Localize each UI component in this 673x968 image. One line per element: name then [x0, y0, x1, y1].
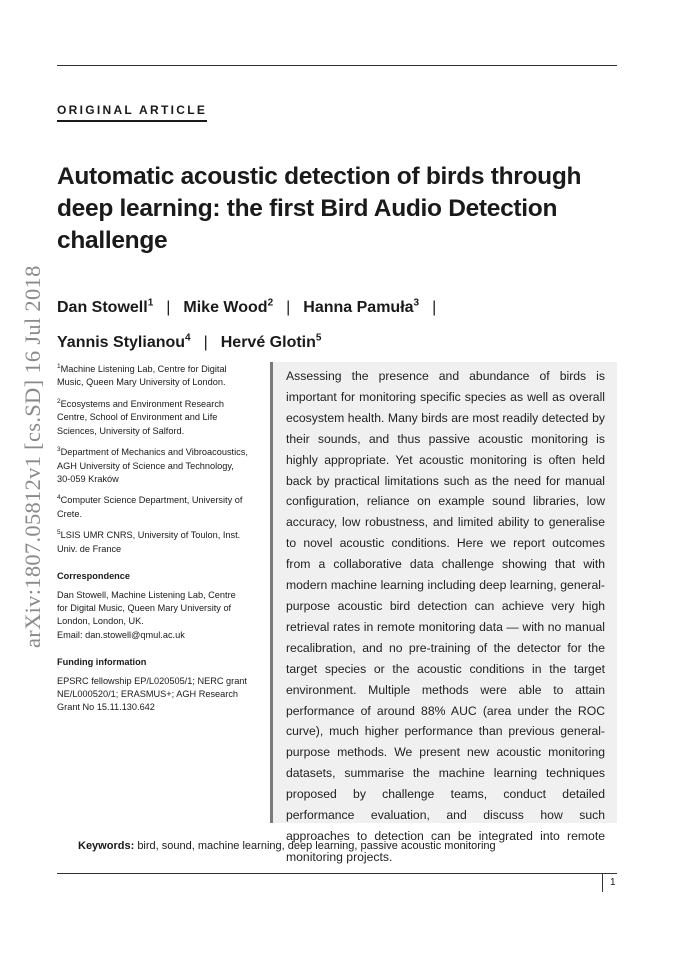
correspondence-heading: Correspondence [57, 571, 131, 582]
funding-text: EPSRC fellowship EP/L020505/1; NERC grant NE/L000520/1; ERASMUS+; AGH Research Grant No 15.11.130.642 [57, 675, 247, 713]
author-separator: | [166, 299, 171, 317]
author-separator: | [432, 299, 437, 317]
correspondence-text: Dan Stowell, Machine Listening Lab, Centre for Digital Music, Queen Mary University of London, London, UK. [57, 589, 236, 627]
author-separator: | [203, 333, 208, 351]
correspondence-email: Email: dan.stowell@qmul.ac.uk [57, 629, 185, 640]
keywords-text: bird, sound, machine learning, deep learning, passive acoustic monitoring [137, 840, 496, 852]
affiliation: $^4$Computer Science Department, University of Crete. [57, 494, 243, 519]
abstract-text: Assessing the presence and abundance of birds is important for monitoring specific species as well as overall ecosystem health. Many birds are most readily detected by their sounds, and thus passive acoustic monitoring is highly appropriate. Yet acoustic monitoring is often held back by practical limitations such as the need for manual configuration, reliance on example sound libraries, low accuracy, low robustness, and limited ability to generalise to novel acoustic conditions. Here we report outcomes from a collaborative data challenge showing that with modern machine learning including deep learning, general-purpose acoustic bird detection can achieve very high retrieval rates in remote monitoring data — with no manual recalibration, and no pre-training of the detector for the target species or the acoustic conditions in the target environment. Multiple methods were able to attain performance of around 88% AUC (area under the ROC curve), much higher performance than previous general-purpose methods. We present new acoustic monitoring datasets, summarise the machine learning techniques proposed by challenge teams, conduct detailed performance evaluation, and discuss how such approaches to detection can be integrated into remote monitoring projects. [286, 369, 605, 864]
keywords-label: Keywords: [78, 840, 135, 852]
paper-title: Automatic acoustic detection of birds through deep learning: the first Bird Audio Detection challenge [57, 163, 582, 254]
page-number-divider [602, 874, 603, 892]
article-type-label: ORIGINAL ARTICLE [57, 103, 207, 122]
author-name: Hervé Glotin$^5$ [220, 332, 322, 351]
arxiv-identifier-stamp: arXiv:1807.05812v1 [cs.SD] 16 Jul 2018 [20, 265, 45, 648]
affiliation: $^3$Department of Mechanics and Vibroacoustics, AGH University of Science and Technology, 30-059 Kraków [57, 446, 248, 485]
affiliation: $^5$LSIS UMR CNRS, University of Toulon, Inst. Univ. de France [57, 529, 241, 554]
keywords-line [78, 840, 496, 852]
author-list [57, 289, 617, 358]
affiliation: $^2$Ecosystems and Environment Research Centre, School of Environment and Life Sciences, University of Salford. [57, 397, 225, 436]
affiliations-sidebar [57, 360, 249, 715]
funding-heading: Funding information [57, 657, 147, 668]
page-number: 1 [610, 877, 616, 888]
affiliation: $^1$Machine Listening Lab, Centre for Digital Music, Queen Mary University of London. [57, 363, 227, 388]
author-separator: | [286, 299, 291, 317]
bottom-rule [57, 873, 617, 874]
author-name: Dan Stowell$^1$ [57, 298, 154, 317]
author-name: Hanna Pamuła$^3$ [303, 298, 420, 317]
author-name: Yannis Stylianou$^4$ [57, 332, 191, 351]
top-rule [57, 65, 617, 66]
author-name: Mike Wood$^2$ [183, 298, 274, 317]
